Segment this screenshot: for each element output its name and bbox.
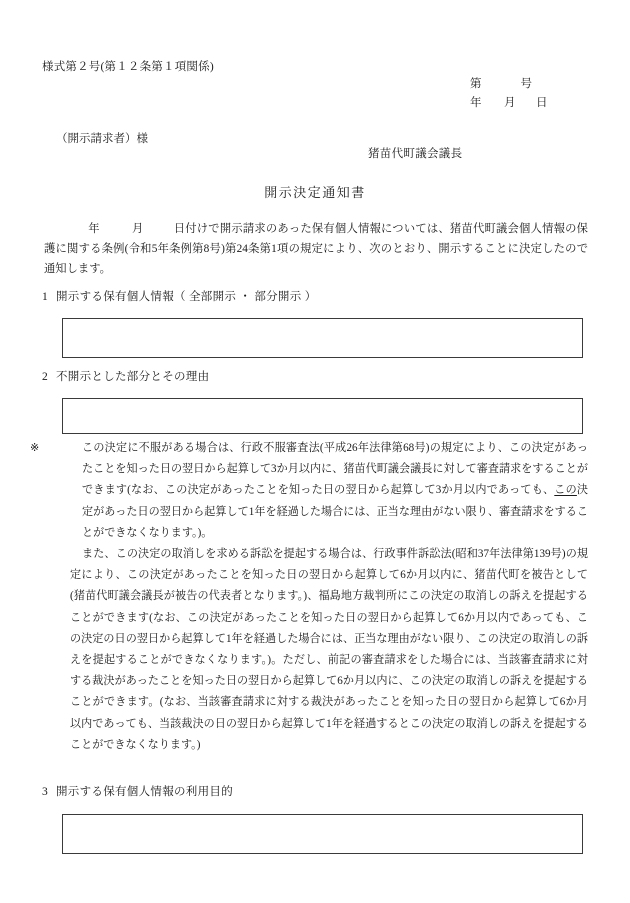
document-date-month-label: 月: [504, 97, 516, 109]
document-number-suffix-label: 号: [520, 78, 532, 90]
section-3-heading-text: 開示する保有個人情報の利用目的: [56, 786, 233, 798]
note-marker-icon: ※: [30, 442, 40, 454]
section-2-heading: [42, 368, 209, 384]
section-3-answer-box[interactable]: [62, 814, 583, 854]
legal-note-paragraph-1-part-a: この決定に不服がある場合は、行政不服審査法(平成26年法律第68号)の規定により、この決定があったことを知った日の翌日から起算して3か月以内に、猪苗代町議会議長に対して審査請求をすることができます(なお、この決定があったことを知った日の翌日から起算して3か月以内であっても、: [82, 442, 588, 497]
lead-year-label: 年: [88, 223, 100, 235]
document-date-row: [470, 94, 562, 113]
section-3-number: 3: [42, 786, 49, 798]
legal-note-paragraph-1: [30, 438, 588, 544]
document-number-prefix-label: 第: [470, 78, 482, 90]
section-1-number: 1: [42, 291, 49, 303]
document-number-block: [470, 75, 562, 113]
page-title: 開示決定通知書: [264, 185, 366, 200]
addressee-line: （開示請求者）様: [56, 133, 148, 145]
section-1-heading: [42, 288, 317, 304]
legal-note-underlined-text: この: [554, 484, 577, 497]
legal-note-block: [30, 438, 588, 756]
lead-paragraph: [44, 219, 588, 279]
section-2-heading-text: 不開示とした部分とその理由: [56, 371, 210, 383]
section-1-answer-box[interactable]: [62, 318, 583, 358]
document-number-row: [470, 75, 562, 94]
form-code-label: 様式第２号(第１２条第１項関係): [42, 61, 214, 73]
legal-note-paragraph-1-part-b: 決定があった日の翌日から起算して1年を経過した場合には、正当な理由がない限り、審査請求をすることができなくなります。)。: [82, 484, 588, 539]
section-1-heading-text: 開示する保有個人情報（ 全部開示 ・ 部分開示 ）: [56, 291, 317, 303]
section-2-answer-box[interactable]: [62, 398, 583, 434]
section-2-number: 2: [42, 371, 49, 383]
lead-month-label: 月: [131, 223, 144, 235]
section-3-heading: [42, 783, 233, 799]
lead-paragraph-body: 日付けで開示請求のあった保有個人情報については、猪苗代町議会個人情報の保護に関する条例(令和5年条例第8号)第24条第1項の規定により、次のとおり、開示することに決定したので通知します。: [44, 223, 588, 275]
issuer-line: 猪苗代町議会議長: [368, 148, 463, 160]
document-date-day-label: 日: [536, 97, 548, 109]
document-date-year-label: 年: [470, 97, 482, 109]
legal-note-paragraph-2: また、この決定の取消しを求める訴訟を提起する場合は、行政事件訴訟法(昭和37年法律第139号)の規定により、この決定があったことを知った日の翌日から起算して6か月以内に、猪苗代町を被告として(猪苗代町議会議長が被告の代表者となります。)、福島地方裁判所にこの決定の取消しの訴えを提起することができます(なお、この決定があったことを知った日の翌日から起算して6か月以内であっても、この決定の日の翌日から起算して1年を経過した場合には、正当な理由がない限り、この決定の取消しの訴えを提起することができなくなります。)。ただし、前記の審査請求をした場合には、当該審査請求に対する裁決があったことを知った日の翌日から起算して6か月以内に、この決定の取消しの訴えを提起することができます。(なお、当該審査請求に対する裁決があったことを知った日の翌日から起算して6か月以内であっても、当該裁決の日の翌日から起算して1年を経過するとこの決定の取消しの訴えを提起することができなくなります。): [70, 548, 588, 751]
